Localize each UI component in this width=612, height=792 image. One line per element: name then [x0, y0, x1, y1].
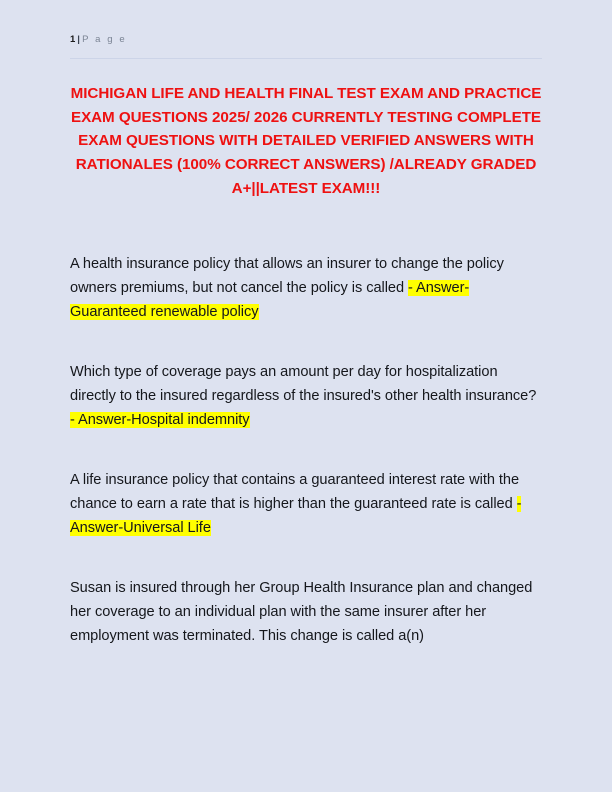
header-divider	[70, 58, 542, 59]
page-header	[70, 33, 542, 46]
qa-item	[70, 468, 544, 540]
qa-item	[70, 252, 544, 324]
question-text: A life insurance policy that contains a guaranteed interest rate with the chance to earn a rate that is higher than the guaranteed rate is called	[70, 472, 520, 512]
header-page-label: P a g e	[82, 34, 127, 45]
header-page-number: 1	[70, 34, 76, 45]
qa-list	[70, 252, 544, 648]
highlighted-answer: - Answer-Guaranteed renewable policy	[70, 280, 470, 320]
header-separator: |	[77, 34, 81, 45]
highlighted-answer: - Answer-Universal Life	[70, 496, 522, 536]
document-title: MICHIGAN LIFE AND HEALTH FINAL TEST EXAM AND PRACTICE EXAM QUESTIONS 2025/ 2026 CURRENTLY TESTING COMPLETE EXAM QUESTIONS WITH DETAILED VERIFIED ANSWERS WITH RATIONALES (100% CORRECT ANSWERS) /ALREADY GRADED A+||LATEST EXAM!!!	[70, 85, 542, 197]
question-text: Susan is insured through her Group Health Insurance plan and changed her coverage to an individual plan with the same insurer after her employment was terminated. This change is called a(n)	[70, 580, 533, 644]
qa-item	[70, 360, 544, 432]
highlighted-answer: - Answer-Hospital indemnity	[70, 412, 250, 428]
qa-item	[70, 576, 544, 648]
question-text: Which type of coverage pays an amount per day for hospitalization directly to the insured regardless of the insured's other health insurance?	[70, 364, 537, 404]
question-text: A health insurance policy that allows an insurer to change the policy owners premiums, but not cancel the policy is called	[70, 256, 504, 296]
header-page-indicator	[70, 33, 542, 46]
